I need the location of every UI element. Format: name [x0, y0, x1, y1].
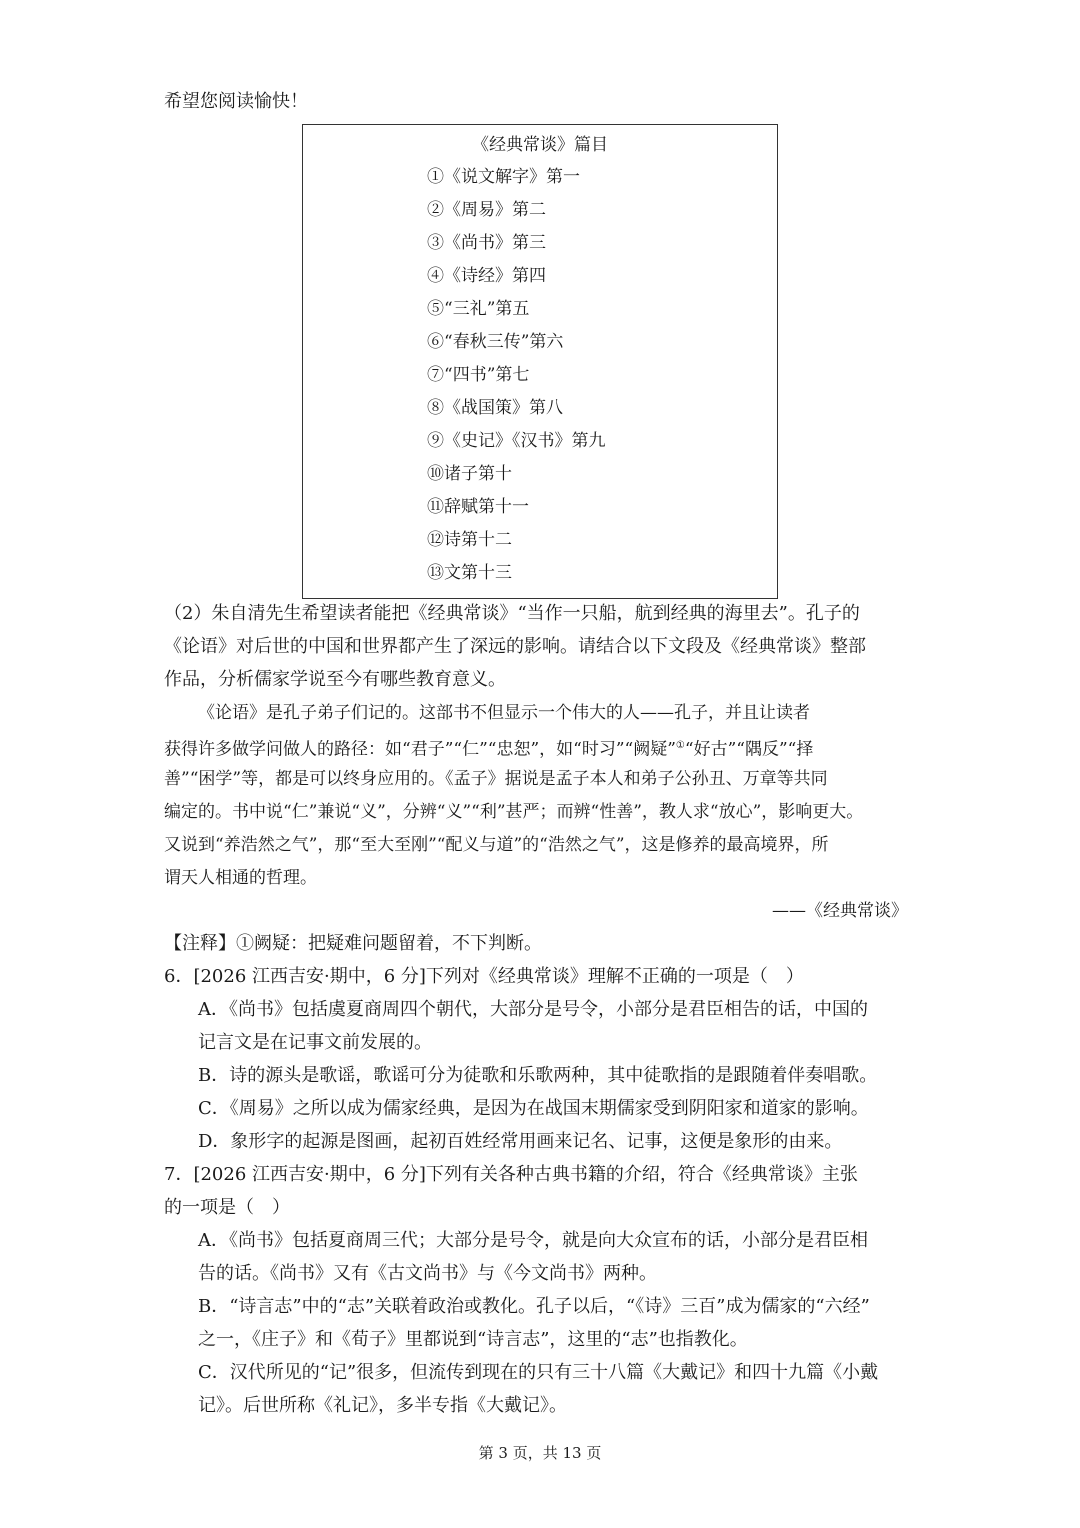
question-2-line: 作品，分析儒家学说至今有哪些教育意义。 — [164, 669, 506, 690]
q6-option-a-cont: 记言文是在记事文前发展的。 — [198, 1032, 432, 1053]
note-marker: ① — [675, 740, 685, 751]
toc-item: ①《说文解字》第一 — [427, 167, 580, 187]
question-6-stem: 6．[2026 江西吉安·期中，6 分]下列对《经典常谈》理解不正确的一项是（ ） — [164, 966, 804, 987]
passage-line: 谓天人相通的哲理。 — [164, 868, 317, 888]
question-7-stem-cont: 的一项是（ ） — [164, 1197, 290, 1218]
q6-option-b: B．诗的源头是歌谣，歌谣可分为徒歌和乐歌两种，其中徒歌指的是跟随着伴奏唱歌。 — [198, 1065, 878, 1086]
toc-item: ⑦“四书”第七 — [427, 365, 530, 385]
passage-line-head: 获得许多做学问做人的路径：如“君子”“仁”“忠恕”，如“时习”“阙疑” — [164, 739, 676, 760]
q7-option-c-cont: 记》。后世所称《礼记》，多半专指《大戴记》。 — [198, 1395, 567, 1416]
toc-item: ⑪辞赋第十一 — [427, 497, 529, 517]
toc-item: ⑧《战国策》第八 — [427, 398, 563, 418]
question-2-line: （2）朱自清先生希望读者能把《经典常谈》“当作一只船，航到经典的海里去”。孔子的 — [164, 603, 860, 624]
toc-title: 《经典常谈》篇目 — [472, 135, 608, 155]
q7-option-b-cont: 之一，《庄子》和《荀子》里都说到“诗言志”，这里的“志”也指教化。 — [198, 1329, 748, 1350]
question-2-line: 《论语》对后世的中国和世界都产生了深远的影响。请结合以下文段及《经典常谈》整部 — [164, 636, 866, 657]
toc-item: ④《诗经》第四 — [427, 266, 546, 286]
toc-box — [302, 124, 778, 599]
q7-option-a: A．《尚书》包括夏商周三代；大部分是号令，就是向大众宣布的话，小部分是君臣相 — [198, 1230, 868, 1251]
toc-item: ⑥“春秋三传”第六 — [427, 332, 564, 352]
toc-item: ⑬文第十三 — [427, 563, 512, 583]
toc-item: ⑤“三礼”第五 — [427, 299, 530, 319]
passage-source: ——《经典常谈》 — [772, 901, 908, 921]
passage-line-tail: “好古”“隅反”“择 — [684, 739, 814, 760]
annotation-note: 【注释】①阙疑：把疑难问题留着，不下判断。 — [164, 933, 542, 954]
q6-option-d: D．象形字的起源是图画，起初百姓经常用画来记名、记事，这便是象形的由来。 — [198, 1131, 843, 1152]
passage-line-with-note — [164, 734, 813, 762]
q7-option-a-cont: 告的话。《尚书》又有《古文尚书》与《今文尚书》两种。 — [198, 1263, 657, 1284]
question-7-stem: 7．[2026 江西吉安·期中，6 分]下列有关各种古典书籍的介绍，符合《经典常谈》主张 — [164, 1164, 858, 1185]
toc-item: ③《尚书》第三 — [427, 233, 546, 253]
q6-option-c: C．《周易》之所以成为儒家经典，是因为在战国末期儒家受到阴阳家和道家的影响。 — [198, 1098, 869, 1119]
passage-line: 《论语》是孔子弟子们记的。这部书不但显示一个伟大的人——孔子，并且让读者 — [198, 703, 810, 723]
toc-item: ⑫诗第十二 — [427, 530, 512, 550]
page-footer: 第 3 页，共 13 页 — [478, 1444, 602, 1462]
toc-item: ②《周易》第二 — [427, 200, 546, 220]
passage-line: 编定的。书中说“仁”兼说“义”，分辨“义”“利”甚严；而辨“性善”，教人求“放心”，影响更大。 — [164, 802, 864, 822]
intro-text: 希望您阅读愉快！ — [164, 91, 308, 112]
q7-option-b: B．“诗言志”中的“志”关联着政治或教化。孔子以后，“《诗》三百”成为儒家的“六经” — [198, 1296, 870, 1317]
toc-item: ⑩诸子第十 — [427, 464, 512, 484]
passage-line: 善”“困学”等，都是可以终身应用的。《孟子》据说是孟子本人和弟子公孙丑、万章等共同 — [164, 769, 828, 789]
toc-item: ⑨《史记》《汉书》第九 — [427, 431, 606, 451]
q6-option-a: A．《尚书》包括虞夏商周四个朝代，大部分是号令，小部分是君臣相告的话，中国的 — [198, 999, 868, 1020]
passage-line: 又说到“养浩然之气”，那“至大至刚”“配义与道”的“浩然之气”，这是修养的最高境界，所 — [164, 835, 829, 855]
q7-option-c: C．汉代所见的“记”很多，但流传到现在的只有三十八篇《大戴记》和四十九篇《小戴 — [198, 1362, 879, 1383]
